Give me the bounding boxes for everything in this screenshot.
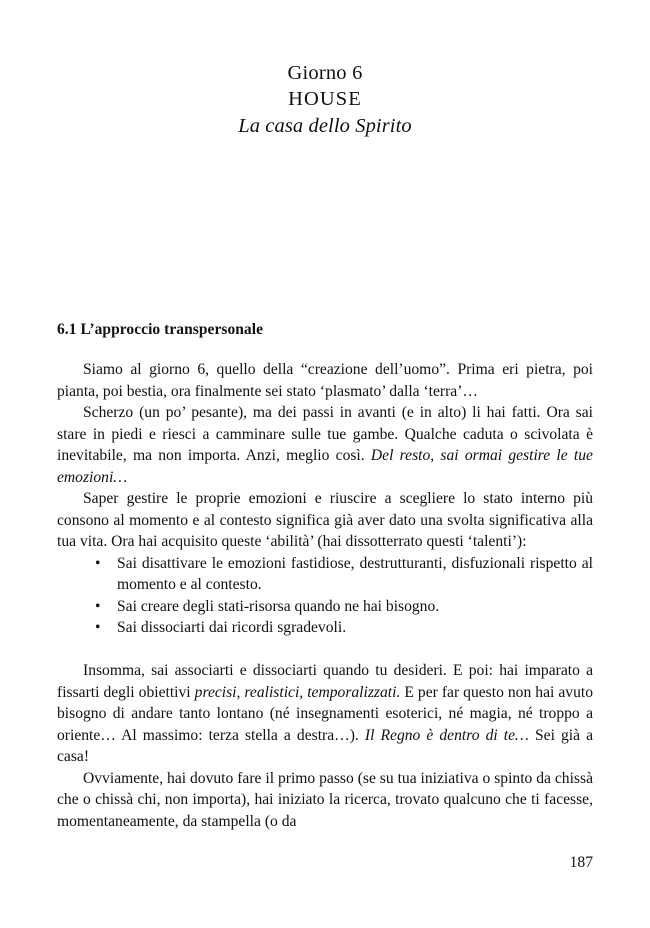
paragraph-2: [57, 402, 593, 488]
paragraph-4-italic-a: precisi, realistici, temporalizzati.: [194, 683, 401, 701]
section-heading: 6.1 L’approccio transpersonale: [57, 321, 264, 338]
paragraph-2-italic: Del resto, sai ormai gestire le tue emozioni…: [57, 447, 593, 486]
paragraph-3-text: Saper gestire le proprie emozioni e riuscire a scegliere lo stato interno più consono al momento e al contesto significa già aver dato una svolta significativa alla tua vita. Ora hai acquisito queste ‘abilità’ (hai dissotterrato questi ‘talenti’):: [57, 490, 593, 550]
chapter-subtitle: La casa dello Spirito: [238, 115, 412, 137]
list-item: [57, 596, 593, 618]
list-item-text: Sai creare degli stati-risorsa quando ne hai bisogno.: [117, 597, 440, 615]
list-item-text: Sai dissociarti dai ricordi sgradevoli.: [117, 619, 347, 636]
chapter-title-block: [57, 60, 593, 140]
list-item: [57, 617, 593, 639]
paragraph-3: [57, 488, 593, 553]
abilities-list: [57, 553, 593, 639]
bullet-icon: •: [95, 597, 101, 615]
bullet-icon: •: [95, 554, 101, 572]
paragraph-4-text-b: E per far questo non hai avuto bisogno di andare tanto lontano (né insegnamenti esoterici, né magia, né troppo a oriente… Al massimo: terza stella a destra…).: [57, 683, 593, 744]
chapter-name-title: HOUSE: [288, 88, 362, 110]
paragraph-2-text: Scherzo (un po’ pesante), ma dei passi in avanti (e in alto) li hai fatti. Ora sai stare in piedi e riesci a camminare sulle tue gambe. Qualche caduta o scivolata è inevitabile, ma non importa. Anzi, meglio così.: [57, 404, 593, 464]
page-number: 187: [569, 854, 593, 871]
paragraph-4-text-c: Sei già a casa!: [57, 726, 593, 765]
paragraph-4-text-a: Insomma, sai associarti e dissociarti quando tu desideri. E poi: hai imparato a fissarti degli obiettivi: [57, 662, 593, 701]
body-text-column: [57, 359, 593, 832]
paragraph-4: [57, 660, 593, 768]
paragraph-1-text: Siamo al giorno 6, quello della “creazione dell’uomo”. Prima eri pietra, poi pianta, poi bestia, ora finalmente sei stato ‘plasmato’ dalla ‘terra’…: [57, 361, 593, 400]
list-item: [57, 553, 593, 596]
list-item-text: Sai disattivare le emozioni fastidiose, destrutturanti, disfuzionali rispetto al momento e al contesto.: [117, 554, 593, 593]
paragraph-5-text: Ovviamente, hai dovuto fare il primo passo (se su tua iniziativa o spinto da chissà che o chissà chi, non importa), hai iniziato la ricerca, trovato qualcuno che ti facesse, momentaneamente, da stampella (o da: [57, 769, 593, 830]
paragraph-4-italic-b: Il Regno è dentro di te…: [364, 726, 529, 744]
paragraph-1: [57, 359, 593, 402]
paragraph-5: [57, 768, 593, 833]
bullet-icon: •: [95, 619, 101, 636]
chapter-day-title: Giorno 6: [287, 62, 363, 84]
